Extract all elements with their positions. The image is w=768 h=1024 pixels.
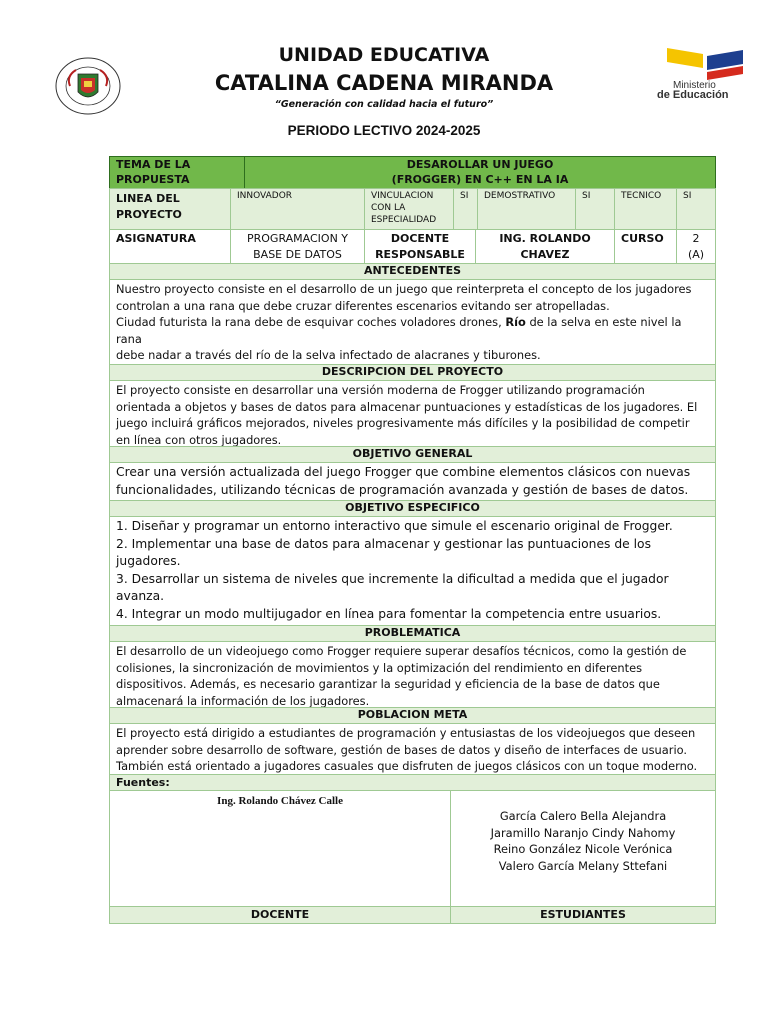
students-signature-box	[450, 790, 716, 907]
student-name: Reino González Nicole Verónica	[493, 842, 673, 856]
ministry-line2: de Educación	[657, 89, 729, 101]
curso-label: CURSO	[614, 229, 677, 264]
tema-label: TEMA DE LA PROPUESTA	[109, 156, 245, 189]
student-name: Jaramillo Naranjo Cindy Nahomy	[490, 825, 676, 840]
school-name-line1: UNIDAD EDUCATIVA	[278, 44, 490, 66]
antecedentes-title: ANTECEDENTES	[109, 263, 716, 280]
innovador-option: INNOVADOR	[230, 188, 365, 230]
objetivo-general-title: OBJETIVO GENERAL	[109, 446, 716, 463]
demostrativo-si: SI	[575, 188, 615, 230]
ministry-line1: Ministerio	[673, 80, 716, 91]
descripcion-title: DESCRIPCION DEL PROYECTO	[109, 364, 716, 381]
teacher-name: Ing. Rolando Chávez Calle	[217, 795, 343, 807]
curso-value: 2 (A)	[676, 229, 716, 264]
problematica-body: El desarrollo de un videojuego como Frogger requiere superar desafíos técnicos, como la gestión de colisiones, la sincronización de movimientos y la optimización del rendimiento en diferentes dispositivos. Además, es necesario garantizar la seguridad y eficiencia de la base de datos que almacenará la información de los jugadores.	[109, 641, 716, 708]
tema-value: DESAROLLAR UN JUEGO (FROGGER) EN C++ EN LA IA	[244, 156, 716, 189]
demostrativo-option: DEMOSTRATIVO	[477, 188, 576, 230]
docente-responsable-value: ING. ROLANDO CHAVEZ	[475, 229, 615, 264]
tecnico-option: TECNICO	[614, 188, 677, 230]
estudiantes-footer-label: ESTUDIANTES	[450, 906, 716, 924]
objetivo-especifico-body: 1. Diseñar y programar un entorno interactivo que simule el escenario original de Frogger. 2. Implementar una base de datos para almacenar y gestionar las puntuaciones de los jugadores. 3. Desarrollar un sistema de niveles que incremente la dificultad a medida que el jugador avanza. 4. Integrar un modo multijugador en línea para fomentar la competencia entre usuarios.	[109, 516, 716, 626]
objetivo-especifico-title: OBJETIVO ESPECIFICO	[109, 500, 716, 517]
docente-responsable-label: DOCENTE RESPONSABLE	[364, 229, 476, 264]
tecnico-si: SI	[676, 188, 716, 230]
asignatura-value: PROGRAMACION Y BASE DE DATOS	[230, 229, 365, 264]
teacher-signature-box	[109, 790, 451, 907]
school-motto: “Generación con calidad hacia el futuro”	[274, 99, 494, 110]
academic-period: PERIODO LECTIVO 2024-2025	[287, 123, 481, 138]
linea-label: LINEA DEL PROYECTO	[109, 188, 231, 230]
poblacion-title: POBLACION META	[109, 707, 716, 724]
descripcion-body: El proyecto consiste en desarrollar una versión moderna de Frogger utilizando programación orientada a objetos y bases de datos para almacenar puntuaciones y estadísticas de los jugadores. El juego incluirá gráficos mejorados, niveles progresivamente más difíciles y la posibilidad de competir en línea con otros jugadores.	[109, 380, 716, 447]
asignatura-label: ASIGNATURA	[109, 229, 231, 264]
objetivo-general-body: Crear una versión actualizada del juego Frogger que combine elementos clásicos con nuevas funcionalidades, utilizando técnicas de programación avanzada y gestión de bases de datos.	[109, 462, 716, 501]
poblacion-body: El proyecto está dirigido a estudiantes de programación y entusiastas de los videojuegos que deseen aprender sobre desarrollo de software, gestión de bases de datos y diseño de interfaces de usuario. También está orientado a jugadores casuales que disfruten de juegos clásicos con un toque moderno.	[109, 723, 716, 775]
antecedentes-body: Nuestro proyecto consiste en el desarrollo de un juego que reinterpreta el concepto de los jugadores controlan a una rana que debe cruzar diferentes escenarios evitando ser atropelladas. Ciudad futurista la rana debe de esquivar coches voladores drones, Río de la selva en este nivel la rana debe nadar a través del río de la selva infectado de alacranes y tiburones.	[109, 279, 716, 365]
student-name: Valero García Melany Sttefani	[498, 858, 668, 873]
fuentes-label: Fuentes:	[109, 774, 716, 791]
vinculacion-option: VINCULACION CON LA ESPECIALIDAD	[364, 188, 454, 230]
student-name: García Calero Bella Alejandra	[499, 809, 667, 823]
school-name-line2: CATALINA CADENA MIRANDA	[214, 71, 554, 95]
vinculacion-si: SI	[453, 188, 478, 230]
docente-footer-label: DOCENTE	[109, 906, 451, 924]
problematica-title: PROBLEMATICA	[109, 625, 716, 642]
